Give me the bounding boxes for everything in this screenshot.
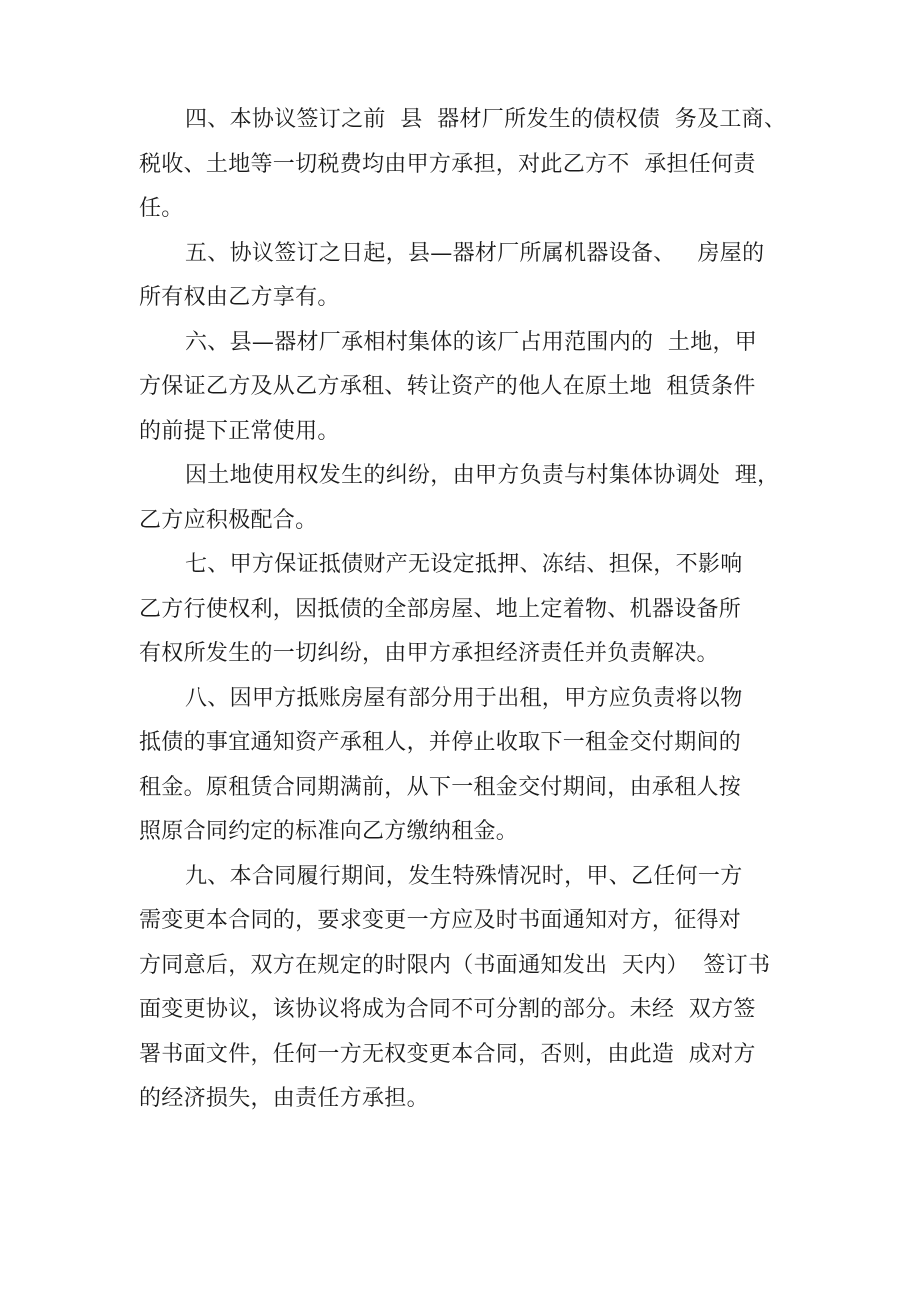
text-line: 所有权由乙方享有。 xyxy=(139,285,340,310)
text-line: 七、甲方保证抵债财产无设定抵押、冻结、担保，不影响 xyxy=(185,552,743,577)
clause-7-paragraph xyxy=(139,543,839,677)
clause-6-paragraph xyxy=(139,321,839,455)
text-line: 的经济损失，由责任方承担。 xyxy=(139,1086,429,1111)
text-line: 方同意后，双方在规定的时限内（书面通知发出 天内） 签订书 xyxy=(139,952,771,978)
text-line: 因土地使用权发生的纠纷，由甲方负责与村集体协调处 理， xyxy=(185,463,780,488)
text-line: 税收、土地等一切税费均由甲方承担，对此乙方不 承担任何责 xyxy=(139,151,756,177)
clause-6-note-paragraph xyxy=(139,454,839,543)
text-line: 面变更协议，该协议将成为合同不可分割的部分。未经 双方签 xyxy=(139,997,756,1022)
clause-4-paragraph xyxy=(139,98,839,232)
text-line: 需变更本合同的，要求变更一方应及时书面通知对方，征得对 xyxy=(139,908,742,933)
text-line: 六、县—器材厂承相村集体的该厂占用范围内的 土地，甲 xyxy=(185,329,758,355)
text-line: 署书面文件，任何一方无权变更本合同，否则，由此造 成对方 xyxy=(139,1041,756,1067)
text-line: 九、本合同履行期间，发生特殊情况时，甲、乙任何一方 xyxy=(185,863,743,889)
text-line: 五、协议签订之日起，县—器材厂所属机器设备、 房屋的 xyxy=(185,240,765,266)
clause-8-paragraph xyxy=(139,677,839,855)
text-line: 八、因甲方抵账房屋有部分用于出租，甲方应负责将以物 xyxy=(185,685,743,711)
text-line: 租金。原租赁合同期满前，从下一租金交付期间，由承租人按 xyxy=(139,774,742,800)
clause-5-paragraph xyxy=(139,232,839,321)
text-line: 乙方应积极配合。 xyxy=(139,507,318,533)
clause-9-paragraph xyxy=(139,855,839,1122)
text-line: 乙方行使权利，因抵债的全部房屋、地上定着物、机器设备所 xyxy=(139,596,742,622)
text-line: 任。 xyxy=(139,196,184,221)
text-line: 四、本协议签订之前 县 器材厂所发生的债权债 务及工商、 xyxy=(185,107,787,132)
text-line: 有权所发生的一切纠纷，由甲方承担经济责任并负责解决。 xyxy=(139,641,719,666)
document-body xyxy=(139,98,839,1122)
text-line: 抵债的事宜通知资产承租人，并停止收取下一租金交付期间的 xyxy=(139,730,742,755)
text-line: 的前提下正常使用。 xyxy=(139,418,340,444)
text-line: 方保证乙方及从乙方承租、转让资产的他人在原土地 租赁条件 xyxy=(139,374,756,399)
text-line: 照原合同约定的标准向乙方缴纳租金。 xyxy=(139,819,519,844)
